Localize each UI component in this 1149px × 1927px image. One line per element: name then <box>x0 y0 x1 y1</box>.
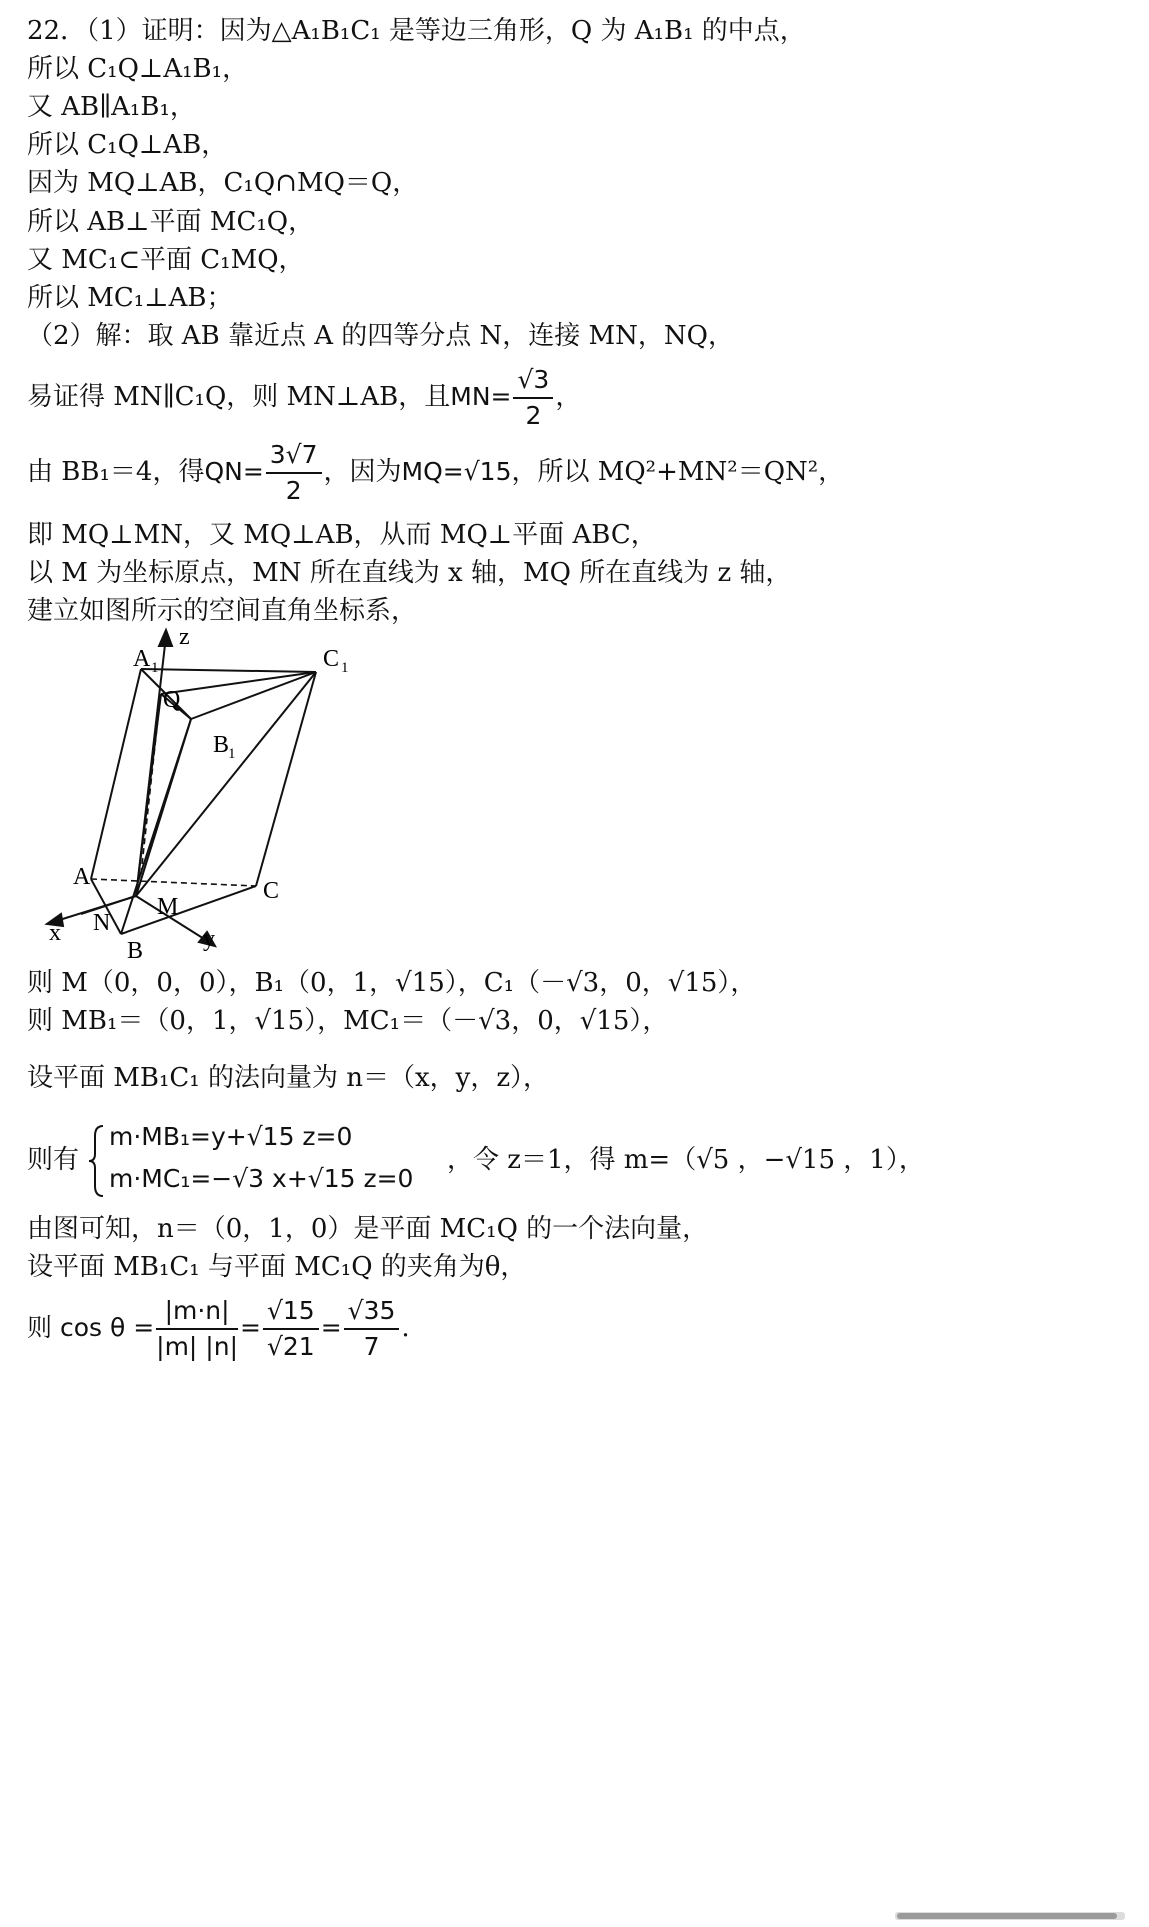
label-b: B <box>127 938 144 964</box>
fraction-numerator: 3√7 <box>266 440 322 474</box>
label-c1-sub: 1 <box>341 660 349 676</box>
edge-bc <box>121 886 256 934</box>
line-10: 易证得 MN∥C₁Q，则 MN⊥AB，且MN= $\frac{√3}{2}$ ， <box>27 365 582 430</box>
fraction-numerator: √3 <box>513 365 553 399</box>
fraction-root15-root21 <box>263 1296 319 1362</box>
label-q: Q <box>163 687 181 713</box>
label-b1-sub: 1 <box>228 746 236 762</box>
label-x: x <box>49 920 61 946</box>
label-m: M <box>157 894 179 920</box>
fraction-denominator: √21 <box>266 1332 315 1361</box>
label-n: N <box>93 910 111 936</box>
line-17: 设平面 MB₁C₁ 的法向量为 n＝（x，y，z）， <box>27 1063 550 1093</box>
fraction-denominator: |m| |n| <box>156 1332 238 1361</box>
fraction-denominator: 2 <box>285 476 302 505</box>
mn-label: MN= <box>450 382 512 411</box>
line-15: 则 M（0，0，0），B₁（0，1，√15），C₁（－√3，0，√15）， <box>27 968 757 998</box>
edge-qc1 <box>161 672 316 694</box>
line-3: 又 AB∥A₁B₁， <box>27 92 196 122</box>
label-c: C <box>263 878 280 904</box>
line-11-text-c: ，所以 MQ²+MN²＝QN²， <box>511 457 845 487</box>
line-20: 设平面 MB₁C₁ 与平面 MC₁Q 的夹角为θ， <box>27 1252 527 1282</box>
line-4: 所以 C₁Q⊥AB， <box>27 130 228 160</box>
coordinate-figure <box>41 624 401 964</box>
line-11-text-b: ，因为 <box>323 457 402 487</box>
line-7: 又 MC₁⊂平面 C₁MQ， <box>27 245 305 275</box>
line-18-text-b: ，令 z＝1，得 m=（√5 ，−√15 ，1）， <box>447 1145 925 1175</box>
line-11 <box>27 439 844 506</box>
brace-icon <box>87 1124 105 1198</box>
label-c1: C <box>323 646 340 672</box>
label-z: z <box>179 624 190 650</box>
edge-cc1 <box>256 672 316 886</box>
line-11-text-a: 由 BB₁＝4，得 <box>27 457 205 487</box>
line-9: （2）解：取 AB 靠近点 A 的四等分点 N，连接 MN，NQ， <box>27 321 734 351</box>
qn-label: QN= <box>204 457 264 486</box>
line-10-text: 易证得 MN∥C₁Q，则 MN⊥AB，且 <box>27 382 451 412</box>
edge-ac-hidden <box>91 879 256 886</box>
label-a: A <box>73 864 91 890</box>
fraction-qn <box>266 440 322 506</box>
fraction-numerator: √35 <box>344 1296 400 1330</box>
label-a1: A <box>133 646 151 672</box>
line-16: 则 MB₁＝（0，1，√15），MC₁＝（－√3，0，√15）， <box>27 1006 669 1036</box>
line-19: 由图可知，n＝（0，1，0）是平面 MC₁Q 的一个法向量， <box>27 1214 709 1244</box>
fraction-denominator: 2 <box>525 401 542 430</box>
line-18-text-a: 则有 <box>27 1145 80 1175</box>
line-14: 建立如图所示的空间直角坐标系， <box>27 596 418 626</box>
fraction-numerator: √15 <box>263 1296 319 1330</box>
line-6: 所以 AB⊥平面 MC₁Q， <box>27 207 315 237</box>
fraction-denominator: 7 <box>363 1332 380 1361</box>
edge-aa1 <box>91 669 141 879</box>
cos-theta: 则 cos θ = <box>27 1313 155 1342</box>
fraction-cos <box>156 1296 238 1362</box>
final-period: . <box>401 1313 410 1343</box>
line-5: 因为 MQ⊥AB，C₁Q∩MQ＝Q， <box>27 168 419 198</box>
label-a1-sub: 1 <box>151 660 159 676</box>
fraction-numerator: |m·n| <box>156 1296 238 1330</box>
line-8: 所以 MC₁⊥AB； <box>27 283 233 313</box>
line-13: 以 M 为坐标原点，MN 所在直线为 x 轴，MQ 所在直线为 z 轴， <box>27 558 792 588</box>
label-b1: B <box>213 732 230 758</box>
line-1: 22．（1）证明：因为△A₁B₁C₁ 是等边三角形，Q 为 A₁B₁ 的中点， <box>27 16 806 46</box>
line-21: 则 cos θ = $\frac{|m\cdot n|}{|m| |n|}$ = $\frac{√15}{√21}$ = $\frac{√35}{7}$ . <box>27 1296 410 1361</box>
line-2: 所以 C₁Q⊥A₁B₁， <box>27 54 249 84</box>
equation-1: m·MB₁=y+√15 z=0 <box>109 1122 353 1151</box>
horizontal-scrollbar[interactable] <box>895 1910 1125 1922</box>
fraction-mn <box>513 365 553 431</box>
edge-a1c1 <box>141 669 316 672</box>
equation-2: m·MC₁=−√3 x+√15 z=0 <box>109 1164 414 1193</box>
z-axis-arrow <box>159 630 172 646</box>
mq-value: MQ=√15 <box>401 457 512 486</box>
fraction-root35-7 <box>344 1296 400 1362</box>
line-12: 即 MQ⊥MN，又 MQ⊥AB，从而 MQ⊥平面 ABC， <box>27 520 657 550</box>
label-y: y <box>203 926 215 952</box>
